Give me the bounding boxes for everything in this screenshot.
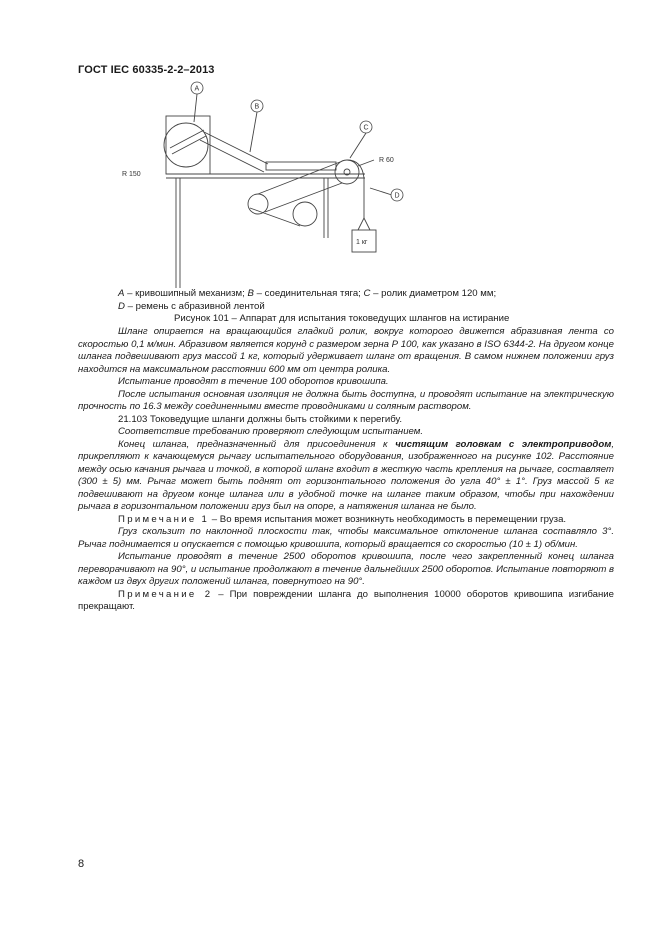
figure-title: Рисунок 101 – Аппарат для испытания токоведущих шлангов на истирание — [174, 313, 510, 324]
label-b: B — [254, 103, 260, 111]
apparatus-diagram — [100, 78, 430, 288]
paragraph-5: Соответствие требованию проверяют следующим испытанием. — [118, 426, 424, 437]
note-1: Примечание 1 – Во время испытания может возникнуть необходимость в перемещении груза. — [118, 513, 567, 525]
crank-housing — [166, 116, 210, 174]
label-d: D — [394, 192, 400, 200]
label-weight: 1 кг — [356, 239, 368, 246]
belt-pulley-right — [293, 202, 317, 226]
paragraph-7: Груз скользит по наклонной плоскости так, чтобы максимальное отклонение шланга составляло 3°. Рычаг поднимается и опускается с помощью кривошипа, который вращается со скоростью (10 ± 1) об/мин. — [78, 526, 614, 550]
legend-line-2: D – ремень с абразивной лентой — [118, 300, 265, 312]
roller-c — [335, 160, 359, 184]
paragraph-3: После испытания основная изоляция не должна быть доступна, и проводят испытание на электрическую прочность по 16.3 между соединенными вместе проводниками и соляным раствором. — [78, 388, 614, 412]
paragraph-clause-21-103: 21.103 Токоведущие шланги должны быть стойкими к перегибу. — [118, 413, 403, 425]
body-text — [78, 326, 614, 614]
paragraph-2: Испытание проводят в течение 100 оборотов кривошипа. — [118, 376, 389, 387]
label-r60: R 60 — [379, 157, 394, 164]
paragraph-8: Испытание проводят в течение 2500 оборотов кривошипа, после чего закрепленный конец шланга переворачивают на 90°, и испытание продолжают в течение дальнейших 2500 оборотов. Испытание повторяют в каждом из двух других положений шланга, повернутого на 90°. — [78, 551, 614, 587]
legend-line-1: А – кривошипный механизм; В – соединительная тяга; С – ролик диаметром 120 мм; — [118, 288, 497, 299]
label-c: C — [363, 124, 369, 132]
crank-wheel — [164, 123, 208, 167]
label-r150: R 150 — [122, 171, 141, 178]
paragraph-1: Шланг опирается на вращающийся гладкий ролик, вокруг которого движется абразивная лента со скоростью 0,1 м/мин. Абразивом является корунд с размером зерна Р 100, как указано в ISO 6344-2. На другом конце шланга подвешивают груз массой 1 кг, который удерживает шланг от вращения. В самом нижнем положении груз находится на максимальном расстоянии 600 мм от центра ролика. — [78, 326, 614, 375]
paragraph-6: Конец шланга, предназначенный для присоединения к чистящим головкам с электроприводом, прикрепляют к качающемуся рычагу испытательного оборудования, изображенного на рисунке 102. Расстояние между осью качания рычага и точкой, в которой шланг входит в жесткую часть крепления на рычаге, составляет (300 ± 5) мм. Рычаг может быть поднят от горизонтального положения до угла 40° ± 1°. Груз массой 5 кг подвешивают на другом конце шланга или в удобной точке на шланге таким образом, чтобы при нахождении рычага в горизонтальном положении груз был на опоре, а натяжения шланга не было. — [78, 438, 614, 512]
label-a: A — [194, 85, 200, 93]
page-number: 8 — [78, 858, 85, 870]
note-2: Примечание 2 – При повреждении шланга до выполнения 10000 оборотов кривошипа изгибание прекращают. — [78, 588, 614, 612]
figure-legend — [78, 288, 614, 326]
connecting-rod — [204, 132, 268, 164]
document-header: ГОСТ IEC 60335-2-2–2013 — [78, 64, 215, 76]
figure-101-drawing — [100, 78, 430, 288]
